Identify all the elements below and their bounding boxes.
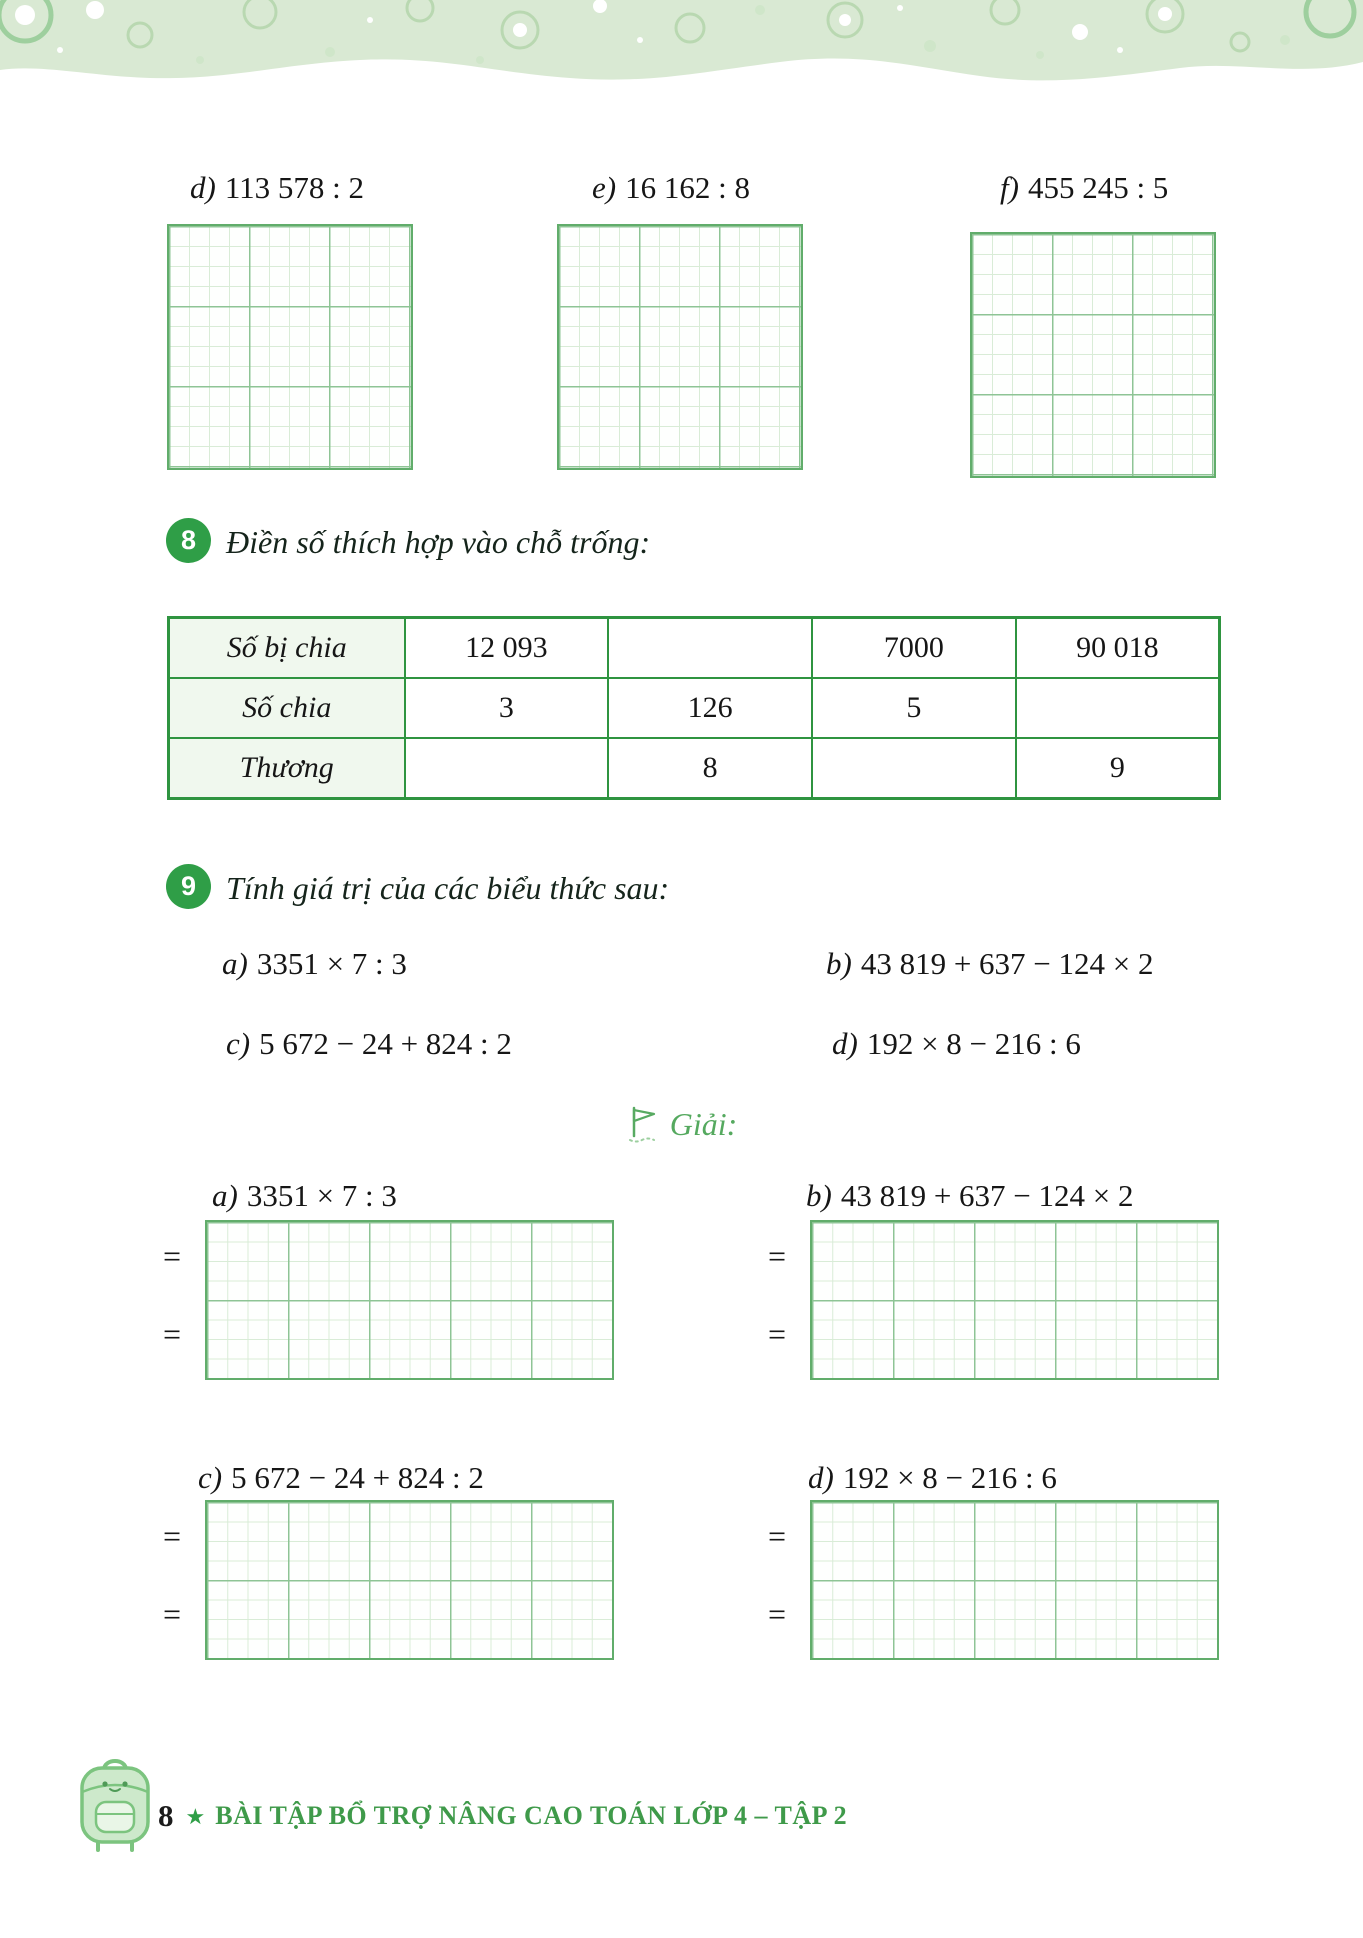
problem-label: e)	[592, 170, 617, 205]
expression-label: d)	[832, 1026, 858, 1061]
row-header-so-bi-chia: Số bị chia	[169, 618, 405, 679]
solution-expression-c	[198, 1460, 484, 1496]
flag-icon	[626, 1104, 660, 1144]
decorative-band	[0, 0, 1363, 100]
equals-sign: =	[768, 1596, 787, 1632]
table-cell: 126	[608, 678, 812, 738]
work-grid-d	[167, 224, 413, 470]
answer-grid-a	[205, 1220, 614, 1380]
problem-expression: 16 162 : 8	[625, 170, 750, 205]
table-cell-blank	[1016, 678, 1220, 738]
table-cell: 90 018	[1016, 618, 1220, 679]
row-header-thuong: Thương	[169, 738, 405, 799]
equals-sign: =	[768, 1316, 787, 1352]
table-cell: 5	[812, 678, 1016, 738]
table-cell: 7000	[812, 618, 1016, 679]
solution-expression-d	[808, 1460, 1057, 1496]
equals-sign: =	[163, 1596, 182, 1632]
table-cell-blank	[608, 618, 812, 679]
equals-sign: =	[163, 1316, 182, 1352]
exercise-8-badge: 8	[166, 518, 211, 563]
expression-text: 5 672 − 24 + 824 : 2	[259, 1026, 512, 1061]
footer	[158, 1798, 847, 1834]
expression-text: 43 819 + 637 − 124 × 2	[860, 946, 1154, 981]
expression-label: c)	[198, 1460, 223, 1495]
expression-c	[226, 1026, 512, 1062]
expression-text: 192 × 8 − 216 : 6	[866, 1026, 1081, 1061]
problem-label: f)	[1000, 170, 1019, 205]
equals-sign: =	[163, 1518, 182, 1554]
table-row	[169, 678, 1220, 738]
table-cell: 12 093	[405, 618, 609, 679]
division-problem-e	[592, 170, 750, 206]
exercise-8-title: Điền số thích hợp vào chỗ trống:	[226, 524, 651, 560]
expression-label: d)	[808, 1460, 834, 1495]
solution-expression-a	[212, 1178, 397, 1214]
problem-expression: 455 245 : 5	[1027, 170, 1169, 205]
table-cell-blank	[405, 738, 609, 799]
division-problem-f	[1000, 170, 1168, 206]
expression-text: 3351 × 7 : 3	[256, 946, 407, 981]
table-cell: 3	[405, 678, 609, 738]
expression-b	[826, 946, 1154, 982]
table-cell: 9	[1016, 738, 1220, 799]
expression-text: 192 × 8 − 216 : 6	[842, 1460, 1057, 1495]
table-cell: 8	[608, 738, 812, 799]
table-row	[169, 738, 1220, 799]
exercise-9-title: Tính giá trị của các biểu thức sau:	[226, 870, 670, 906]
page-number: 8	[158, 1798, 174, 1833]
answer-grid-c	[205, 1500, 614, 1660]
exercise-9-badge: 9	[166, 864, 211, 909]
expression-text: 3351 × 7 : 3	[246, 1178, 397, 1213]
star-icon: ★	[185, 1804, 206, 1829]
work-grid-e	[557, 224, 803, 470]
expression-label: a)	[212, 1178, 238, 1213]
expression-text: 5 672 − 24 + 824 : 2	[231, 1460, 484, 1495]
problem-label: d)	[190, 170, 216, 205]
expression-d	[832, 1026, 1081, 1062]
expression-label: c)	[226, 1026, 251, 1061]
row-header-so-chia: Số chia	[169, 678, 405, 738]
expression-label: a)	[222, 946, 248, 981]
expression-label: b)	[826, 946, 852, 981]
table-cell-blank	[812, 738, 1016, 799]
work-grid-f	[970, 232, 1216, 478]
backpack-icon	[74, 1748, 156, 1856]
solution-heading	[0, 1104, 1363, 1144]
problem-expression: 113 578 : 2	[224, 170, 365, 205]
equals-sign: =	[768, 1518, 787, 1554]
table-row	[169, 618, 1220, 679]
solution-heading-label: Giải:	[669, 1105, 738, 1142]
fill-in-table	[167, 616, 1221, 800]
book-title: BÀI TẬP BỔ TRỢ NÂNG CAO TOÁN LỚP 4 – TẬP 2	[215, 1801, 848, 1830]
equals-sign: =	[768, 1238, 787, 1274]
answer-grid-d	[810, 1500, 1219, 1660]
equals-sign: =	[163, 1238, 182, 1274]
answer-grid-b	[810, 1220, 1219, 1380]
division-problem-d	[190, 170, 364, 206]
expression-a	[222, 946, 407, 982]
solution-expression-b	[806, 1178, 1134, 1214]
expression-label: b)	[806, 1178, 832, 1213]
expression-text: 43 819 + 637 − 124 × 2	[840, 1178, 1134, 1213]
